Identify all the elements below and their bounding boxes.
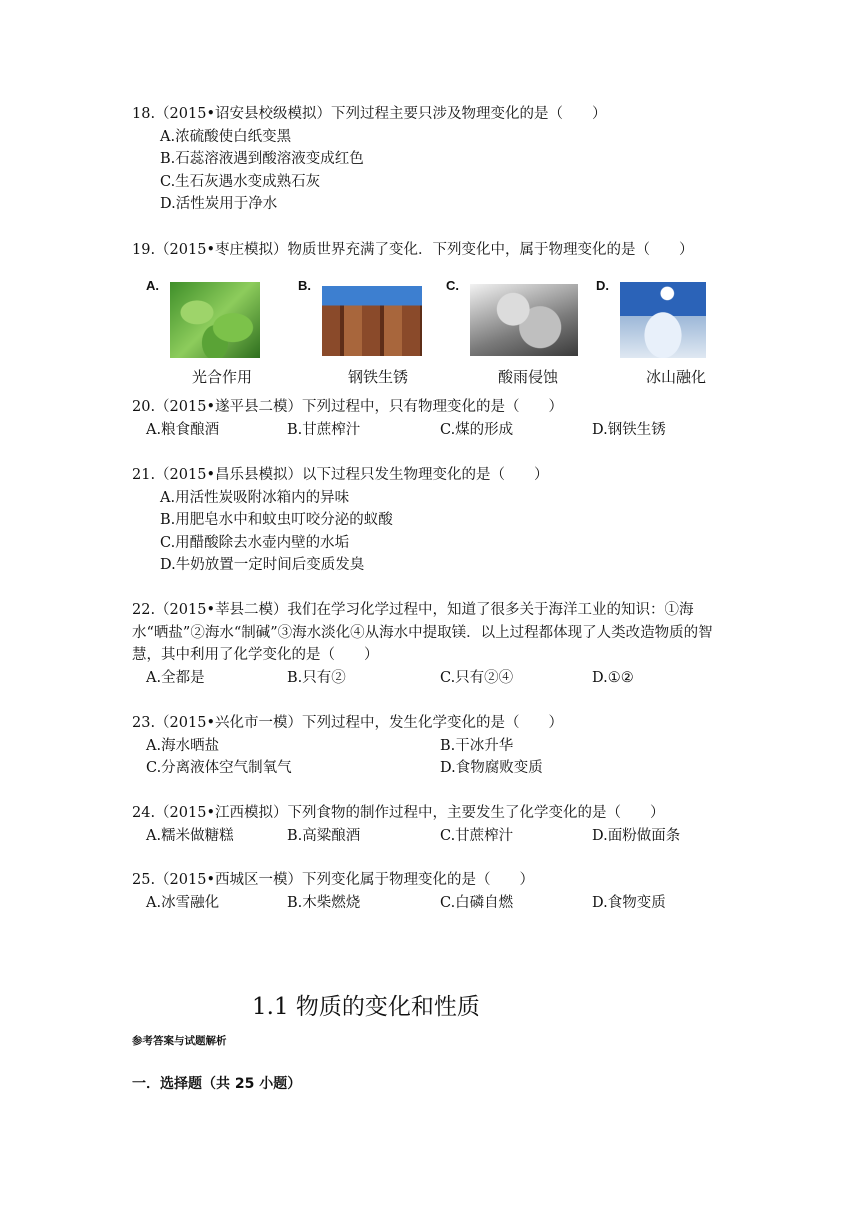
- picture-caption: 光合作用: [192, 368, 253, 386]
- option-a: A.全都是: [146, 669, 205, 686]
- rusty-steel-pipes-photo-icon: [322, 286, 422, 356]
- option-b: B.只有②: [287, 669, 346, 686]
- question-stem: 25.（2015•西城区一模）下列变化属于物理变化的是（ ）: [132, 872, 535, 888]
- question-stem: 19.（2015•枣庄模拟）物质世界充满了变化．下列变化中，属于物理变化的是（ ）: [132, 242, 694, 258]
- option-a: A.冰雪融化: [146, 894, 220, 911]
- option-c: C.生石灰遇水变成熟石灰: [160, 173, 321, 190]
- option-c: C.分离液体空气制氧气: [146, 760, 292, 777]
- picture-caption: 酸雨侵蚀: [498, 368, 559, 386]
- option-letter: D.: [596, 278, 609, 293]
- question-stem: 18.（2015•诏安县校级模拟）下列过程主要只涉及物理变化的是（ ）: [132, 106, 607, 122]
- section-heading: 一．选择题（共 25 小题）: [132, 1076, 302, 1092]
- option-c: C.白磷自燃: [440, 894, 514, 911]
- question-20: [132, 396, 724, 441]
- question-stem: 21.（2015•昌乐县模拟）以下过程只发生物理变化的是（ ）: [132, 467, 549, 483]
- picture-caption: 冰山融化: [646, 368, 707, 386]
- answer-section-title: 1.1 物质的变化和性质: [252, 994, 480, 1020]
- option-a: A.浓硫酸使白纸变黑: [160, 128, 292, 145]
- question-19-pictures: [142, 278, 732, 390]
- option-d: D.食物腐败变质: [440, 760, 543, 777]
- question-stem: 24.（2015•江西模拟）下列食物的制作过程中，主要发生了化学变化的是（ ）: [132, 805, 665, 821]
- option-c: C.煤的形成: [440, 421, 514, 438]
- eroded-statue-photo-icon: [470, 284, 578, 356]
- option-d: D.钢铁生锈: [592, 421, 666, 438]
- option-letter: B.: [298, 278, 311, 293]
- option-d: D.活性炭用于净水: [160, 196, 278, 213]
- option-b: B.干冰升华: [440, 737, 514, 754]
- option-c: C.甘蔗榨汁: [440, 827, 514, 844]
- option-b: B.石蕊溶液遇到酸溶液变成红色: [160, 151, 364, 168]
- question-22: [132, 599, 724, 689]
- question-stem: 20.（2015•遂平县二模）下列过程中，只有物理变化的是（ ）: [132, 399, 564, 415]
- answer-subtitle: 参考答案与试题解析: [132, 1035, 227, 1047]
- question-18: [132, 103, 607, 216]
- question-23: [132, 712, 724, 780]
- option-b: B.用肥皂水中和蚊虫叮咬分泌的蚁酸: [160, 512, 393, 529]
- option-b: B.木柴燃烧: [287, 894, 361, 911]
- option-d: D.①②: [592, 669, 634, 686]
- option-a: A.海水晒盐: [146, 737, 220, 754]
- picture-caption: 钢铁生锈: [348, 368, 409, 386]
- option-c: C.用醋酸除去水壶内壁的水垢: [160, 534, 350, 551]
- question-21: [132, 464, 549, 577]
- option-c: C.只有②④: [440, 669, 514, 686]
- option-letter: C.: [446, 278, 459, 293]
- question-stem: 23.（2015•兴化市一模）下列过程中，发生化学变化的是（ ）: [132, 715, 564, 731]
- question-19: [132, 239, 694, 262]
- option-a: A.糯米做糖糕: [146, 827, 234, 844]
- option-d: D.牛奶放置一定时间后变质发臭: [160, 557, 365, 574]
- option-letter: A.: [146, 278, 159, 293]
- option-a: A.粮食酿酒: [146, 421, 220, 438]
- question-25: [132, 869, 724, 914]
- option-a: A.用活性炭吸附冰箱内的异味: [160, 489, 350, 506]
- option-d: D.食物变质: [592, 894, 666, 911]
- option-b: B.甘蔗榨汁: [287, 421, 361, 438]
- option-b: B.高粱酿酒: [287, 827, 361, 844]
- question-stem: 22.（2015•莘县二模）我们在学习化学过程中，知道了很多关于海洋工业的知识：①海水“晒盐”②海水“制碱”③海水淡化④从海水中提取镁．以上过程都体现了人类改造物质的智慧，其中利用了化学变化的是（ ）: [132, 602, 713, 664]
- option-d: D.面粉做面条: [592, 827, 681, 844]
- question-24: [132, 802, 724, 847]
- green-leaves-photo-icon: [170, 282, 260, 358]
- melting-iceberg-photo-icon: [620, 282, 706, 358]
